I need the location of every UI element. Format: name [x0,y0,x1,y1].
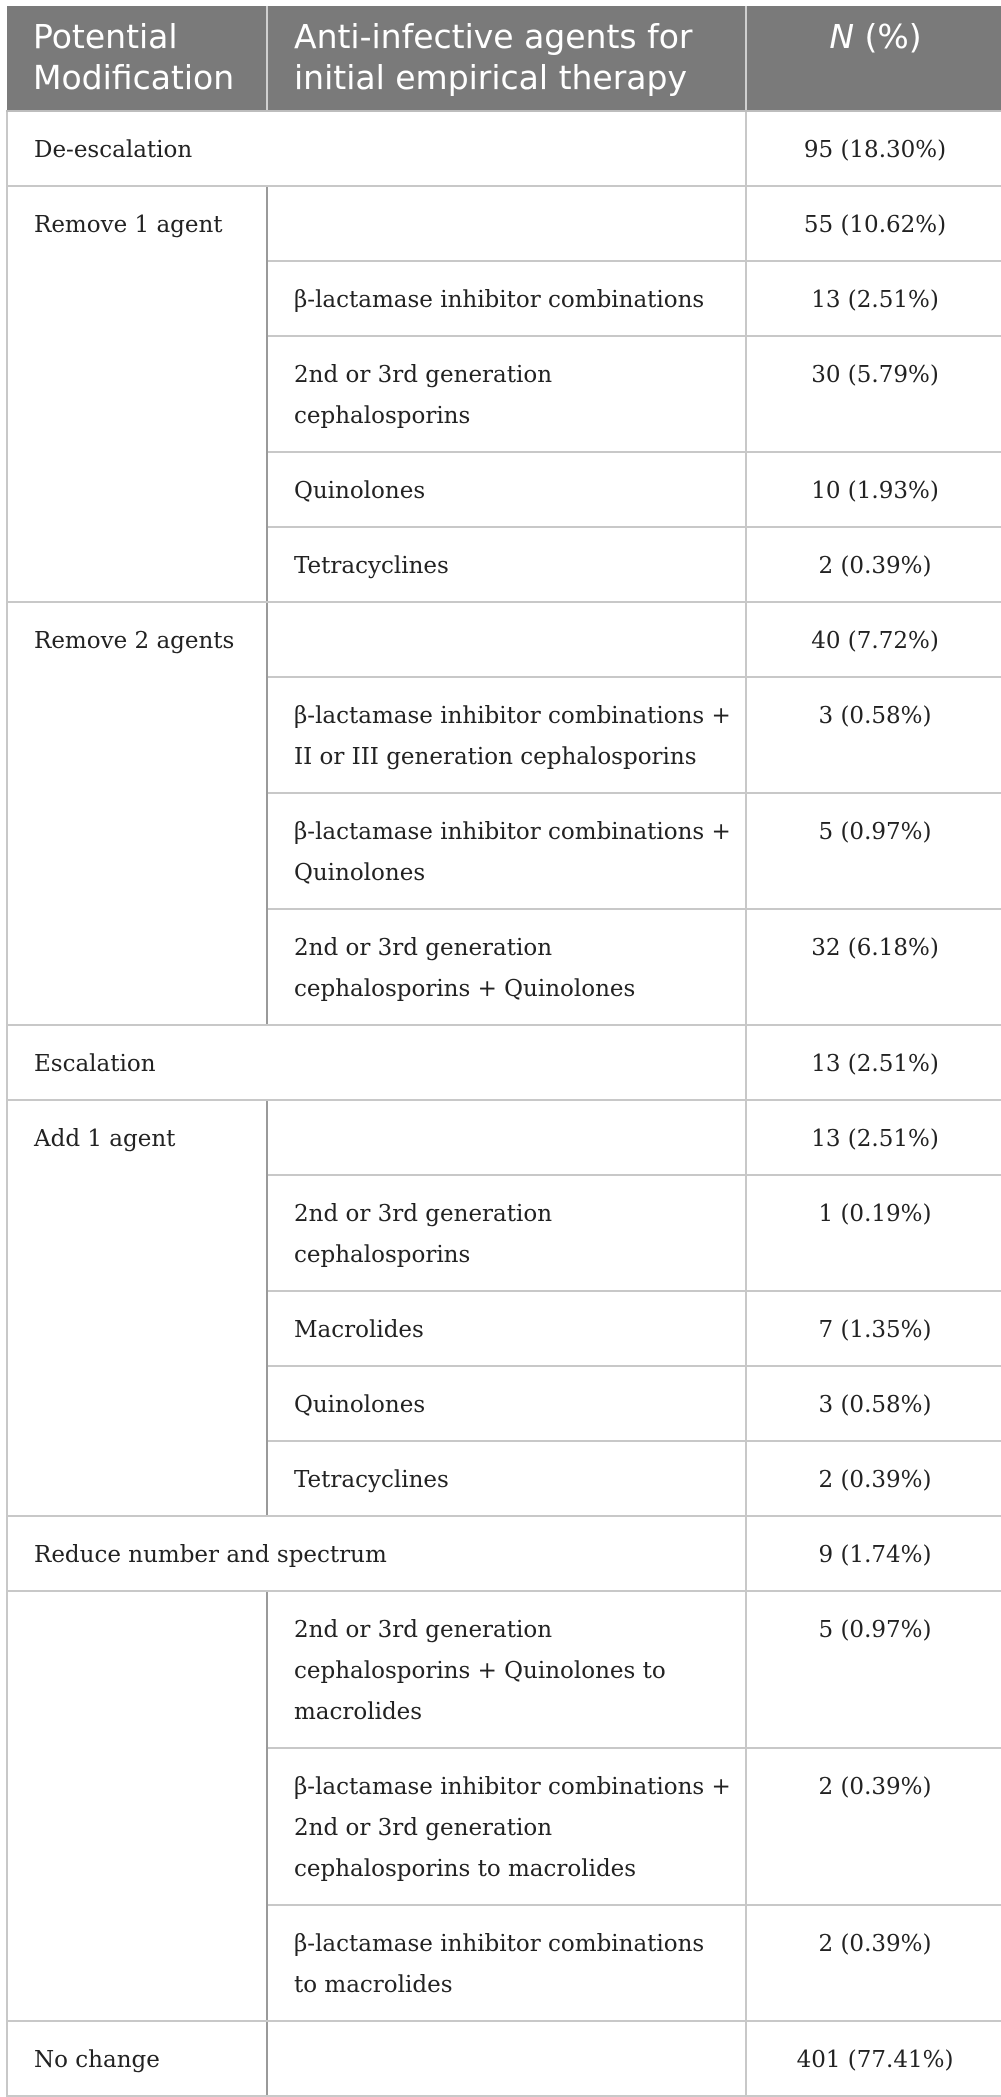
group-label: Remove 1 agent [7,186,267,602]
header-percent: (%) [854,17,922,56]
row-value: 10 (1.93%) [746,452,1001,527]
row-agent: 2nd or 3rd generation cephalosporins [267,336,746,452]
table-row [7,111,1001,186]
row-agent: β-lactamase inhibitor combinations + Quinolones [267,793,746,909]
header-n-percent [746,6,1001,111]
header-agents: Anti-infective agents for initial empirical therapy [267,6,746,111]
antiinfective-modification-table [6,6,1001,2097]
row-agent: Quinolones [267,452,746,527]
row-value: 3 (0.58%) [746,677,1001,793]
header-n-italic: N [829,17,855,56]
row-value: 5 (0.97%) [746,793,1001,909]
row-agent: β-lactamase inhibitor combinations [267,261,746,336]
row-value: 5 (0.97%) [746,1591,1001,1748]
table-row [7,2021,1001,2096]
row-value: 401 (77.41%) [746,2021,1001,2096]
row-agent: 2nd or 3rd generation cephalosporins [267,1175,746,1291]
table-row [7,1025,1001,1100]
row-label: No change [7,2021,267,2096]
table-row [7,186,1001,261]
row-agent: β-lactamase inhibitor combinations + 2nd or 3rd generation cephalosporins to macrolides [267,1748,746,1905]
row-agent: β-lactamase inhibitor combinations to macrolides [267,1905,746,2021]
row-value: 95 (18.30%) [746,111,1001,186]
row-agent: Macrolides [267,1291,746,1366]
row-value: 13 (2.51%) [746,1025,1001,1100]
row-value: 1 (0.19%) [746,1175,1001,1291]
row-value: 13 (2.51%) [746,261,1001,336]
group-label: Remove 2 agents [7,602,267,1025]
row-value: 3 (0.58%) [746,1366,1001,1441]
row-agent: 2nd or 3rd generation cephalosporins + Quinolones to macrolides [267,1591,746,1748]
row-value: 40 (7.72%) [746,602,1001,677]
table-row [7,1100,1001,1175]
row-agent: β-lactamase inhibitor combinations + II or III generation cephalosporins [267,677,746,793]
table-row [7,1591,1001,1748]
group-label: Add 1 agent [7,1100,267,1516]
row-value: 32 (6.18%) [746,909,1001,1025]
row-label: Reduce number and spectrum [7,1516,746,1591]
row-agent [267,602,746,677]
row-agent [267,2021,746,2096]
group-label-empty [7,1591,267,2021]
table-row [7,1516,1001,1591]
row-value: 2 (0.39%) [746,1441,1001,1516]
row-agent: Tetracyclines [267,1441,746,1516]
header-row [7,6,1001,111]
row-value: 2 (0.39%) [746,1905,1001,2021]
row-agent: Tetracyclines [267,527,746,602]
table-row [7,602,1001,677]
row-value: 13 (2.51%) [746,1100,1001,1175]
row-agent: 2nd or 3rd generation cephalosporins + Quinolones [267,909,746,1025]
row-value: 2 (0.39%) [746,1748,1001,1905]
row-value: 9 (1.74%) [746,1516,1001,1591]
header-potential-modification: Potential Modification [7,6,267,111]
row-value: 30 (5.79%) [746,336,1001,452]
row-agent [267,186,746,261]
row-agent: Quinolones [267,1366,746,1441]
row-value: 7 (1.35%) [746,1291,1001,1366]
row-label: Escalation [7,1025,746,1100]
row-value: 55 (10.62%) [746,186,1001,261]
row-label: De-escalation [7,111,746,186]
row-value: 2 (0.39%) [746,527,1001,602]
row-agent [267,1100,746,1175]
